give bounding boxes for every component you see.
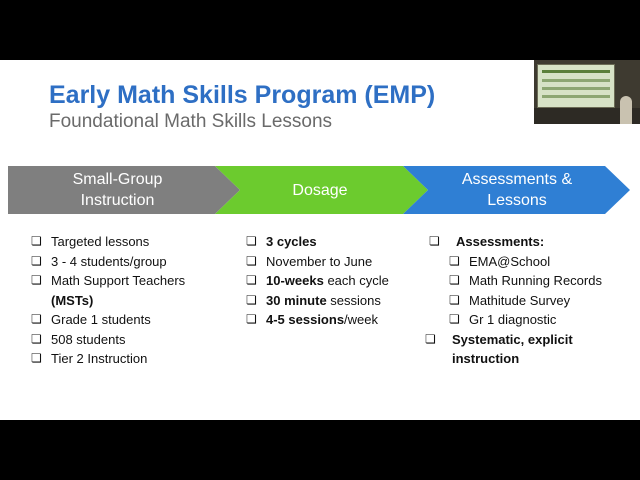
column-small-group xyxy=(31,232,185,369)
slide-title: Early Math Skills Program (EMP) xyxy=(49,81,436,109)
arrow-label-assessments: Assessments & Lessons xyxy=(461,171,573,209)
list-item: ❏ 3 - 4 students/group xyxy=(31,252,185,272)
checkbox-bullet-icon: ❏ xyxy=(449,292,460,307)
list-item: ❏ 4-5 sessions/week xyxy=(246,310,389,330)
checkbox-bullet-icon: ❏ xyxy=(246,234,257,248)
checkbox-bullet-icon: ❏ xyxy=(246,312,257,326)
column-assessments xyxy=(425,232,602,369)
list-item: ❏ 3 cycles xyxy=(246,232,389,252)
checkbox-bullet-icon: ❏ xyxy=(31,312,42,326)
checkbox-bullet-icon: ❏ xyxy=(31,351,42,365)
arrow-label-instruction: Small-Group Instruction xyxy=(72,171,163,209)
checkbox-bullet-icon: ❏ xyxy=(449,312,460,326)
checkbox-bullet-icon: ❏ xyxy=(246,292,257,307)
sub-list-item: ❏ EMA@School xyxy=(429,252,602,272)
presenter-video-thumbnail xyxy=(534,60,640,124)
checkbox-bullet-icon: ❏ xyxy=(31,253,42,268)
list-item-assessments: ❏ Assessments: xyxy=(429,232,602,252)
checkbox-bullet-icon: ❏ xyxy=(31,234,42,248)
list-item: ❏ Tier 2 Instruction xyxy=(31,349,185,369)
list-item-continuation: instruction xyxy=(452,351,520,366)
checkbox-bullet-icon: ❏ xyxy=(31,331,42,346)
checkbox-bullet-icon: ❏ xyxy=(449,253,460,268)
list-item: ❏ 508 students xyxy=(31,330,185,350)
list-item: ❏ 30 minute sessions xyxy=(246,291,389,311)
presenter-figure xyxy=(620,96,632,124)
checkbox-bullet-icon: ❏ xyxy=(31,273,42,287)
list-item: ❏ Targeted lessons xyxy=(31,232,185,252)
slide-subtitle: Foundational Math Skills Lessons xyxy=(49,111,333,132)
list-item-systematic: ❏ Systematic, explicit xyxy=(425,330,602,350)
arrow-label-dosage: Dosage xyxy=(292,181,348,199)
list-item: ❏ Grade 1 students xyxy=(31,310,185,330)
projector-screen xyxy=(537,64,615,108)
sub-list-item: ❏ Gr 1 diagnostic xyxy=(429,310,602,330)
checkbox-bullet-icon: ❏ xyxy=(246,273,257,287)
presentation-slide xyxy=(0,60,640,420)
list-item-continuation: (MSTs) xyxy=(51,292,94,308)
column-dosage xyxy=(246,232,389,330)
checkbox-bullet-icon: ❏ xyxy=(246,253,257,268)
list-item: ❏ 10-weeks each cycle xyxy=(246,271,389,291)
checkbox-bullet-icon: ❏ xyxy=(425,331,436,346)
checkbox-bullet-icon: ❏ xyxy=(429,234,440,248)
sub-list-item: ❏ Mathitude Survey xyxy=(429,291,602,311)
checkbox-bullet-icon: ❏ xyxy=(449,273,460,287)
list-item: ❏ Math Support Teachers xyxy=(31,271,185,291)
list-item: ❏ November to June xyxy=(246,252,389,272)
sub-list-item: ❏ Math Running Records xyxy=(429,271,602,291)
